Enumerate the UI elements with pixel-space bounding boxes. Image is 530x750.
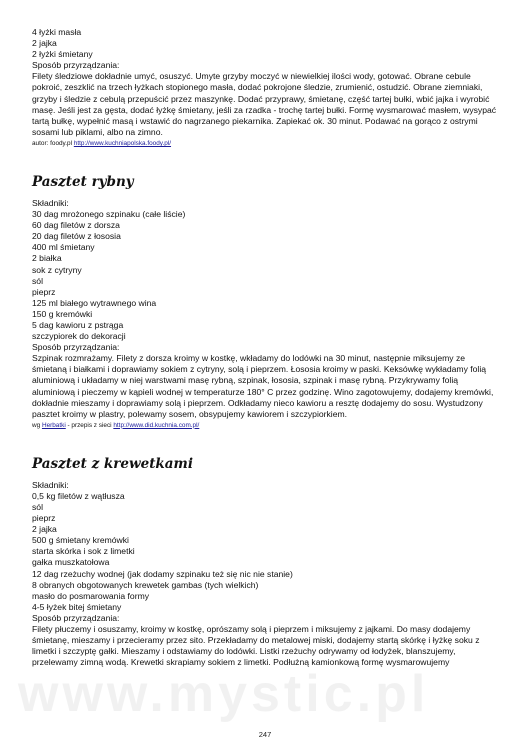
source-prefix: wg (32, 421, 42, 429)
ingredient-line: sok z cytryny (32, 264, 82, 275)
ingredient-line: pieprz (32, 286, 56, 297)
ingredient-line: 20 dag filetów z łososia (32, 231, 121, 242)
ingredient-line: 500 g śmietany kremówki (32, 535, 129, 546)
preparation-text: Filety śledziowe dokładnie umyć, osuszyć. Umyte grzyby moczyć w niewielkiej ilości wody, gotować. Obrane cebule pokroić, zeszklić na trzech łyżkach stopionego masła, dodać pokrojone śledzie, zrumienić, ostudzić. Obrane ziemniaki, grzyby i śledzie z cebulą przepuścić przez maszynkę. Dodać przyprawy, śmietanę, część tartej bułki, wbić jajka i wyrobić masę. Jeśli jest za gęsta, dodać łyżkę śmietany, jeśli za rzadka - trochę tartej bułki. Formę wysmarować masłem, wysypać tartą bułkę, wypełnić masą i wstawić do nagrzanego piekarnika. Zapiekać ok. 30 minut. Podawać na gorąco z ostrymi sosami lub piklami, albo na zimno. (32, 71, 497, 137)
ingredient-line: 4 łyżki masła (32, 27, 82, 37)
recipe-source (32, 421, 502, 430)
source-mid: - przepis z sieci (65, 421, 114, 429)
source-link[interactable]: http://www.kuchniapolska.foody.pl/ (73, 139, 172, 147)
ingredient-line: szczypiorek do dekoracji (32, 331, 126, 342)
ingredient-line: 8 obranych obgotowanych krewetek gambas (tych wielkich) (32, 579, 259, 590)
ingredient-line: 5 dag kawioru z pstrąga (32, 319, 124, 330)
ingredient-line: pieprz (32, 513, 56, 524)
ingredient-line: 0,5 kg filetów z wątłusza (32, 490, 125, 501)
recipe-title: Pasztet rybny (32, 173, 134, 190)
watermark: www.mystic.pl (18, 665, 430, 723)
ingredients-heading: Składniki: (32, 479, 69, 490)
ingredient-line: sól (32, 275, 43, 286)
ingredient-line: 12 dag rzeżuchy wodnej (jak dodamy szpinaku też się nic nie stanie) (32, 568, 293, 579)
ingredient-line: 4-5 łyżek bitej śmietany (32, 601, 122, 612)
ingredient-line: 2 białka (32, 253, 62, 264)
source-link[interactable]: http://www.did.kuchnia.com.pl/ (113, 421, 200, 429)
preparation-heading: Sposób przyrządzania: (32, 342, 120, 353)
preparation-text: Szpinak rozmrażamy. Filety z dorsza kroimy w kostkę, wkładamy do lodówki na 30 minut, następnie miksujemy ze śmietaną i białkami i doprawiamy sokiem z cytryny, solą i pieprzem. Łososia kroimy w paski. Keksówkę wykładamy folią aluminiową i układamy w niej warstwami masę rybną, szpinak, łososia, szpinak i masę rybną. Przykrywamy folią aluminiową i pieczemy w kąpieli wodnej w temperaturze 180° C przez godzinę. Wino zagotowujemy, dodajemy kremówki, dokładnie mieszamy i doprawiamy solą i pieprzem. Odkładamy nieco kawioru a resztę dodajemy do sosu. Wystudzony pasztet kroimy w plastry, polewamy sosem, obsypujemy kawiorem i szczypiorkiem. (32, 353, 494, 419)
recipe-title: Pasztet z krewetkami (32, 455, 193, 472)
ingredient-line: 2 jajka (32, 38, 57, 49)
ingredient-line: 125 ml białego wytrawnego wina (32, 297, 157, 308)
ingredient-line: 150 g kremówki (32, 308, 93, 319)
source-author-link[interactable]: Herbatki (41, 421, 66, 429)
ingredient-line: 60 dag filetów z dorsza (32, 220, 120, 231)
ingredient-line: gałka muszkatołowa (32, 557, 110, 568)
source-prefix: autor: foody.pl (32, 139, 74, 147)
ingredient-line: 30 dag mrożonego szpinaku (całe liście) (32, 209, 186, 220)
preparation-text: Filety płuczemy i osuszamy, kroimy w kostkę, oprószamy solą i pieprzem i miksujemy z jajkami. Do masy dodajemy śmietanę, mieszamy i przecieramy przez sito. Przekładamy do metalowej miski, dodajemy startą skórkę i łyżkę soku z limetki i szczyptę gałki. Mieszamy i odstawiamy do lodówki. Listki rzeżuchy odrywamy od łodyżek, blanszujemy, przelewamy zimną wodą. Krewetki skrapiamy sokiem z limetki. Podłużną kamionkową formę wysmarowujemy (32, 624, 480, 668)
ingredient-line: starta skórka i sok z limetki (32, 546, 135, 557)
recipe-source (32, 139, 502, 148)
page-content (32, 27, 502, 668)
ingredients-heading: Składniki: (32, 197, 69, 208)
ingredient-line: 2 jajka (32, 524, 57, 535)
ingredient-line: sól (32, 502, 43, 512)
ingredient-line: 400 ml śmietany (32, 242, 95, 253)
page-number: 247 (258, 730, 272, 739)
ingredient-line: 2 łyżki śmietany (32, 49, 93, 60)
preparation-heading: Sposób przyrządzania: (32, 60, 120, 71)
preparation-heading: Sposób przyrządzania: (32, 612, 120, 623)
ingredient-line: masło do posmarowania formy (32, 590, 150, 601)
